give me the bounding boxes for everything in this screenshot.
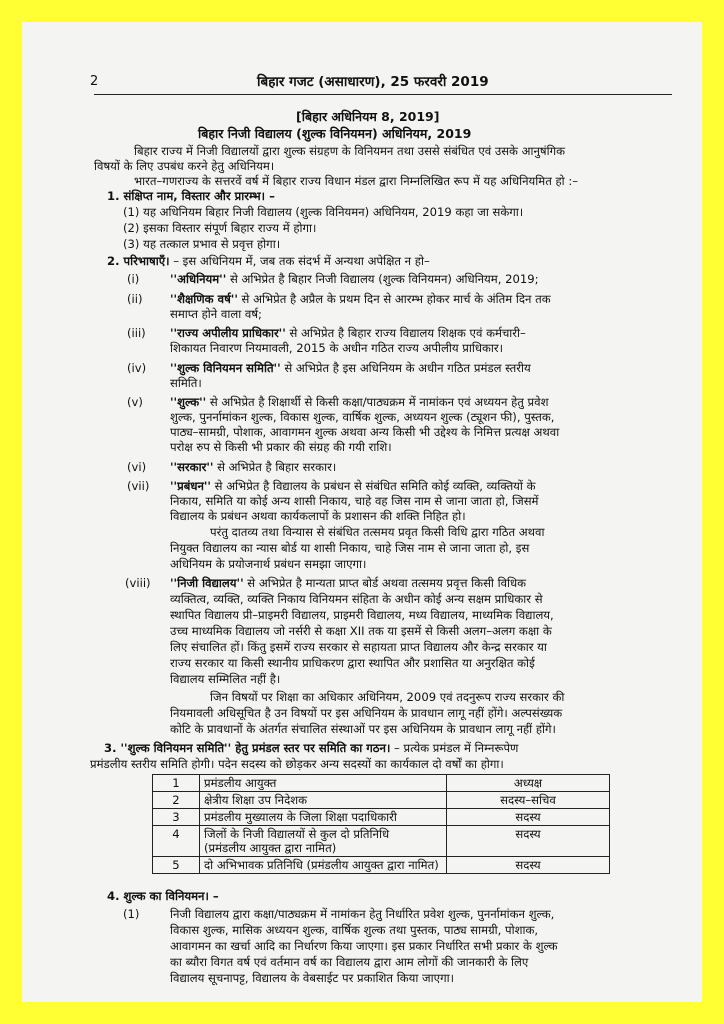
section-1-heading: 1. संक्षिप्त नाम, विस्तार और प्रारम्भ। – (107, 189, 275, 203)
act-number: [बिहार अधिनियम 8, 2019] (296, 109, 440, 124)
gazette-header: बिहार गजट (असाधारण), 25 फरवरी 2019 (257, 74, 489, 90)
definition-number: (i) (127, 272, 140, 286)
table-cell-member: प्रमंडलीय मुख्यालय के जिला शिक्षा पदाधिकारी (200, 809, 447, 826)
section-4-line: का ब्यौरा विगत वर्ष एवं वर्तमान वर्ष का विद्यालय द्वारा आम लोगों की जानकारी के लिए (170, 955, 529, 969)
definition-line: निकाय, समिति या कोई अन्य शासी निकाय, चाहे वह जिस नाम से जाना जाता हो, जिसमें (170, 494, 539, 508)
proviso-line: अधिनियम के प्रयोजनार्थ प्रबंधन समझा जाएगा। (170, 557, 367, 571)
act-title: बिहार निजी विद्यालय (शुल्क विनियमन) अधिनियम, 2019 (198, 126, 472, 141)
definition-number: (vi) (127, 460, 147, 474)
section-3-line: 3. ''शुल्क विनियमन समिति'' हेतु प्रमंडल स्तर पर समिति का गठन। – प्रत्येक प्रमंडल में निम्नरूपेण (104, 741, 519, 755)
table-row (153, 809, 610, 826)
preamble-line: बिहार राज्य में निजी विद्यालयों द्वारा शुल्क संग्रहण के विनियमन तथा उससे संबंधित एवं उसके आनुषंगिक (134, 144, 566, 158)
table-cell-member: क्षेत्रीय शिक्षा उप निदेशक (200, 792, 447, 809)
section-4-line: निजी विद्यालय द्वारा कक्षा/पाठ्यक्रम में नामांकन हेतु निर्धारित प्रवेश शुल्क, पुनर्नामांकन शुल्क, (170, 907, 555, 921)
section-2-intro: – इस अधिनियम में, जब तक संदर्भ में अन्यथा अपेक्षित न हो– (169, 254, 430, 268)
definition-line: ''निजी विद्यालय'' से अभिप्रेत है मान्यता प्राप्त बोर्ड अथवा तत्समय प्रवृत्त किसी विधिक (170, 576, 527, 590)
definition-term: ''निजी विद्यालय'' (170, 576, 244, 590)
section-4-item-number: (1) (123, 907, 140, 921)
definition-line: उच्च माध्यमिक विद्यालय जो नर्सरी से कक्षा XII तक या इसमें से किसी अलग–अलग कक्षा के (170, 624, 552, 638)
section-3-heading: 3. ''शुल्क विनियमन समिति'' हेतु प्रमंडल स्तर पर समिति का गठन। (104, 741, 391, 755)
definition-number: (v) (127, 395, 143, 409)
section-3-line: प्रमंडलीय स्तरीय समिति होगी। पदेन सदस्य को छोड़कर अन्य सदस्यों का कार्यकाल दो वर्षों का होगा। (90, 757, 504, 771)
definition-number: (viii) (125, 576, 151, 590)
section-4-heading: 4. शुल्क का विनियमन। – (107, 889, 219, 903)
section-4-line: विकास शुल्क, मासिक अध्ययन शुल्क, वार्षिक शुल्क तथा पुस्तक, पाठ्य सामग्री, पोशाक, (170, 923, 539, 937)
definition-line: राज्य सरकार या किसी स्थानीय प्राधिकरण द्वारा स्थापित और प्रशासित या अनुरक्षित कोई (170, 656, 535, 670)
definition-number: (iii) (127, 326, 146, 340)
definition-line: विद्यालय के प्रबंधन अथवा कार्यकलापों के प्रशासन की शक्ति निहित हो। (170, 509, 466, 523)
definition-line: स्थापित विद्यालय प्री–प्राइमरी विद्यालय, प्राइमरी विद्यालय, मध्य विद्यालय, माध्यमिक विद्यालय, (170, 608, 554, 622)
proviso-line: नियमावली अधिसूचित है उन विषयों पर इस अधिनियम के प्रावधान लागू नहीं होंगे। अल्पसंख्यक (170, 706, 563, 720)
definition-term: ''शुल्क'' (170, 395, 207, 409)
section-1-item: (2) इसका विस्तार संपूर्ण बिहार राज्य में होगा। (123, 221, 317, 235)
table-cell-number: 3 (153, 809, 200, 826)
table-cell-role: सदस्य (447, 826, 610, 857)
table-cell-role: सदस्य (447, 857, 610, 874)
proviso-line: नियुक्त विद्यालय का न्यास बोर्ड या शासी निकाय, चाहे जिस नाम से जाना जाता हो, इस (170, 541, 530, 555)
preamble-line: भारत–गणराज्य के सत्तरवें वर्ष में बिहार राज्य विधान मंडल द्वारा निम्नलिखित रूप में यह अधिनियमित हो :– (134, 174, 579, 188)
definition-line: पाठ्य–सामग्री, पोशाक, आवागमन शुल्क अथवा अन्य किसी भी उद्देश्य के निमित्त प्रत्यक्ष अथवा (170, 425, 560, 439)
table-row (153, 826, 610, 857)
definition-line: ''प्रबंधन'' से अभिप्रेत है विद्यालय के प्रबंधन से संबंधित समिति कोई व्यक्ति, व्यक्तियों के (170, 479, 536, 493)
section-2-heading-line (107, 254, 430, 268)
proviso-line: परंतु दातव्य तथा विन्यास से संबंधित तत्समय प्रवृत किसी विधि द्वारा गठित अथवा (210, 525, 545, 539)
definition-line: ''शुल्क विनियमन समिति'' से अभिप्रेत है इस अधिनियम के अधीन गठित प्रमंडल स्तरीय (170, 361, 531, 375)
table-cell-number: 2 (153, 792, 200, 809)
definition-term: ''शुल्क विनियमन समिति'' (170, 361, 281, 375)
definition-term: ''सरकार'' (170, 460, 214, 474)
table-cell-number: 4 (153, 826, 200, 857)
table-cell-member: दो अभिभावक प्रतिनिधि (प्रमंडलीय आयुक्त द्वारा नामित) (200, 857, 447, 874)
section-1-item: (1) यह अधिनियम बिहार निजी विद्यालय (शुल्क विनियमन) अधिनियम, 2019 कहा जा सकेगा। (123, 205, 524, 219)
definition-line: ''सरकार'' से अभिप्रेत है बिहार सरकार। (170, 460, 337, 474)
definition-line: लिए संचालित हों। किंतु इसमें राज्य सरकार से सहायता प्राप्त विद्यालय और केन्द्र सरकार या (170, 640, 547, 654)
section-4-line: आवागमन का खर्चा आदि का निर्धारण किया जाएगा। इस प्रकार निर्धारित सभी प्रकार के शुल्क (170, 939, 558, 953)
table-row (153, 775, 610, 792)
table-row (153, 792, 610, 809)
proviso-line: कोटि के प्रावधानों के अंतर्गत संचालित संस्थाओं पर इस अधिनियम के प्रावधान लागू नहीं होंगे। (170, 722, 556, 736)
table-cell-number: 5 (153, 857, 200, 874)
section-4-line: विद्यालय सूचनापट्ट, विद्यालय के वेबसाईट पर प्रकाशित किया जाएगा। (170, 971, 454, 985)
section-2-heading: 2. परिभाषाएँ। (107, 254, 170, 268)
definition-term: ''शैक्षणिक वर्ष'' (170, 292, 238, 306)
definition-line: ''शुल्क'' से अभिप्रेत है शिक्षार्थी से किसी कक्षा/पाठ्यक्रम में नामांकन एवं अध्ययन हेतु प्रवेश (170, 395, 549, 409)
page-number: 2 (90, 74, 99, 89)
definition-term: ''प्रबंधन'' (170, 479, 211, 493)
gazette-page (22, 22, 702, 1002)
definition-number: (ii) (127, 292, 143, 306)
table-row (153, 857, 610, 874)
table-cell-member: प्रमंडलीय आयुक्त (200, 775, 447, 792)
table-cell-role: अध्यक्ष (447, 775, 610, 792)
definition-line: विद्यालय सम्मिलित नहीं है। (170, 672, 281, 686)
section-1-item: (3) यह तत्काल प्रभाव से प्रवृत्त होगा। (123, 237, 281, 251)
definition-number: (vii) (127, 479, 150, 493)
definition-line: समिति। (170, 376, 202, 390)
definition-term: ''अधिनियम'' (170, 272, 227, 286)
definition-number: (iv) (127, 361, 147, 375)
header-rule (94, 94, 672, 95)
definition-term: ''राज्य अपीलीय प्राधिकार'' (170, 326, 286, 340)
definition-line: परोक्ष रुप से किसी भी प्रकार की संग्रह की गयी राशि। (170, 440, 392, 454)
definition-line: व्यक्तित्व, व्यक्ति, व्यक्ति निकाय विनियमन संहिता के अधीन कोई अन्य सक्षम प्राधिकार से (170, 592, 543, 606)
definition-line: समाप्त होने वाला वर्ष; (170, 307, 262, 321)
table-cell-member: जिलों के निजी विद्यालयों से कुल दो प्रतिनिधि (प्रमंडलीय आयुक्त द्वारा नामित) (200, 826, 447, 857)
definition-line: शुल्क, पुनर्नामांकन शुल्क, विकास शुल्क, वार्षिक शुल्क, अध्ययन शुल्क (ट्यूशन फी), पुस्तक, (170, 410, 555, 424)
table-cell-role: सदस्य–सचिव (447, 792, 610, 809)
table-cell-role: सदस्य (447, 809, 610, 826)
proviso-line: जिन विषयों पर शिक्षा का अधिकार अधिनियम, 2009 एवं तदनुरूप राज्य सरकार की (210, 690, 565, 704)
definition-line: ''शैक्षणिक वर्ष'' से अभिप्रेत है अप्रैल के प्रथम दिन से आरम्भ होकर मार्च के अंतिम दिन तक (170, 292, 551, 306)
table-cell-number: 1 (153, 775, 200, 792)
definition-line: ''अधिनियम'' से अभिप्रेत है बिहार निजी विद्यालय (शुल्क विनियमन) अधिनियम, 2019; (170, 272, 539, 286)
committee-table (152, 774, 610, 874)
definition-line: ''राज्य अपीलीय प्राधिकार'' से अभिप्रेत है बिहार राज्य विद्यालय शिक्षक एवं कर्मचारी– (170, 326, 526, 340)
preamble-line: विषयों के लिए उपबंध करने हेतु अधिनियम। (94, 159, 275, 173)
definition-line: शिकायत निवारण नियमावली, 2015 के अधीन गठित राज्य अपीलीय प्राधिकार। (170, 341, 504, 355)
